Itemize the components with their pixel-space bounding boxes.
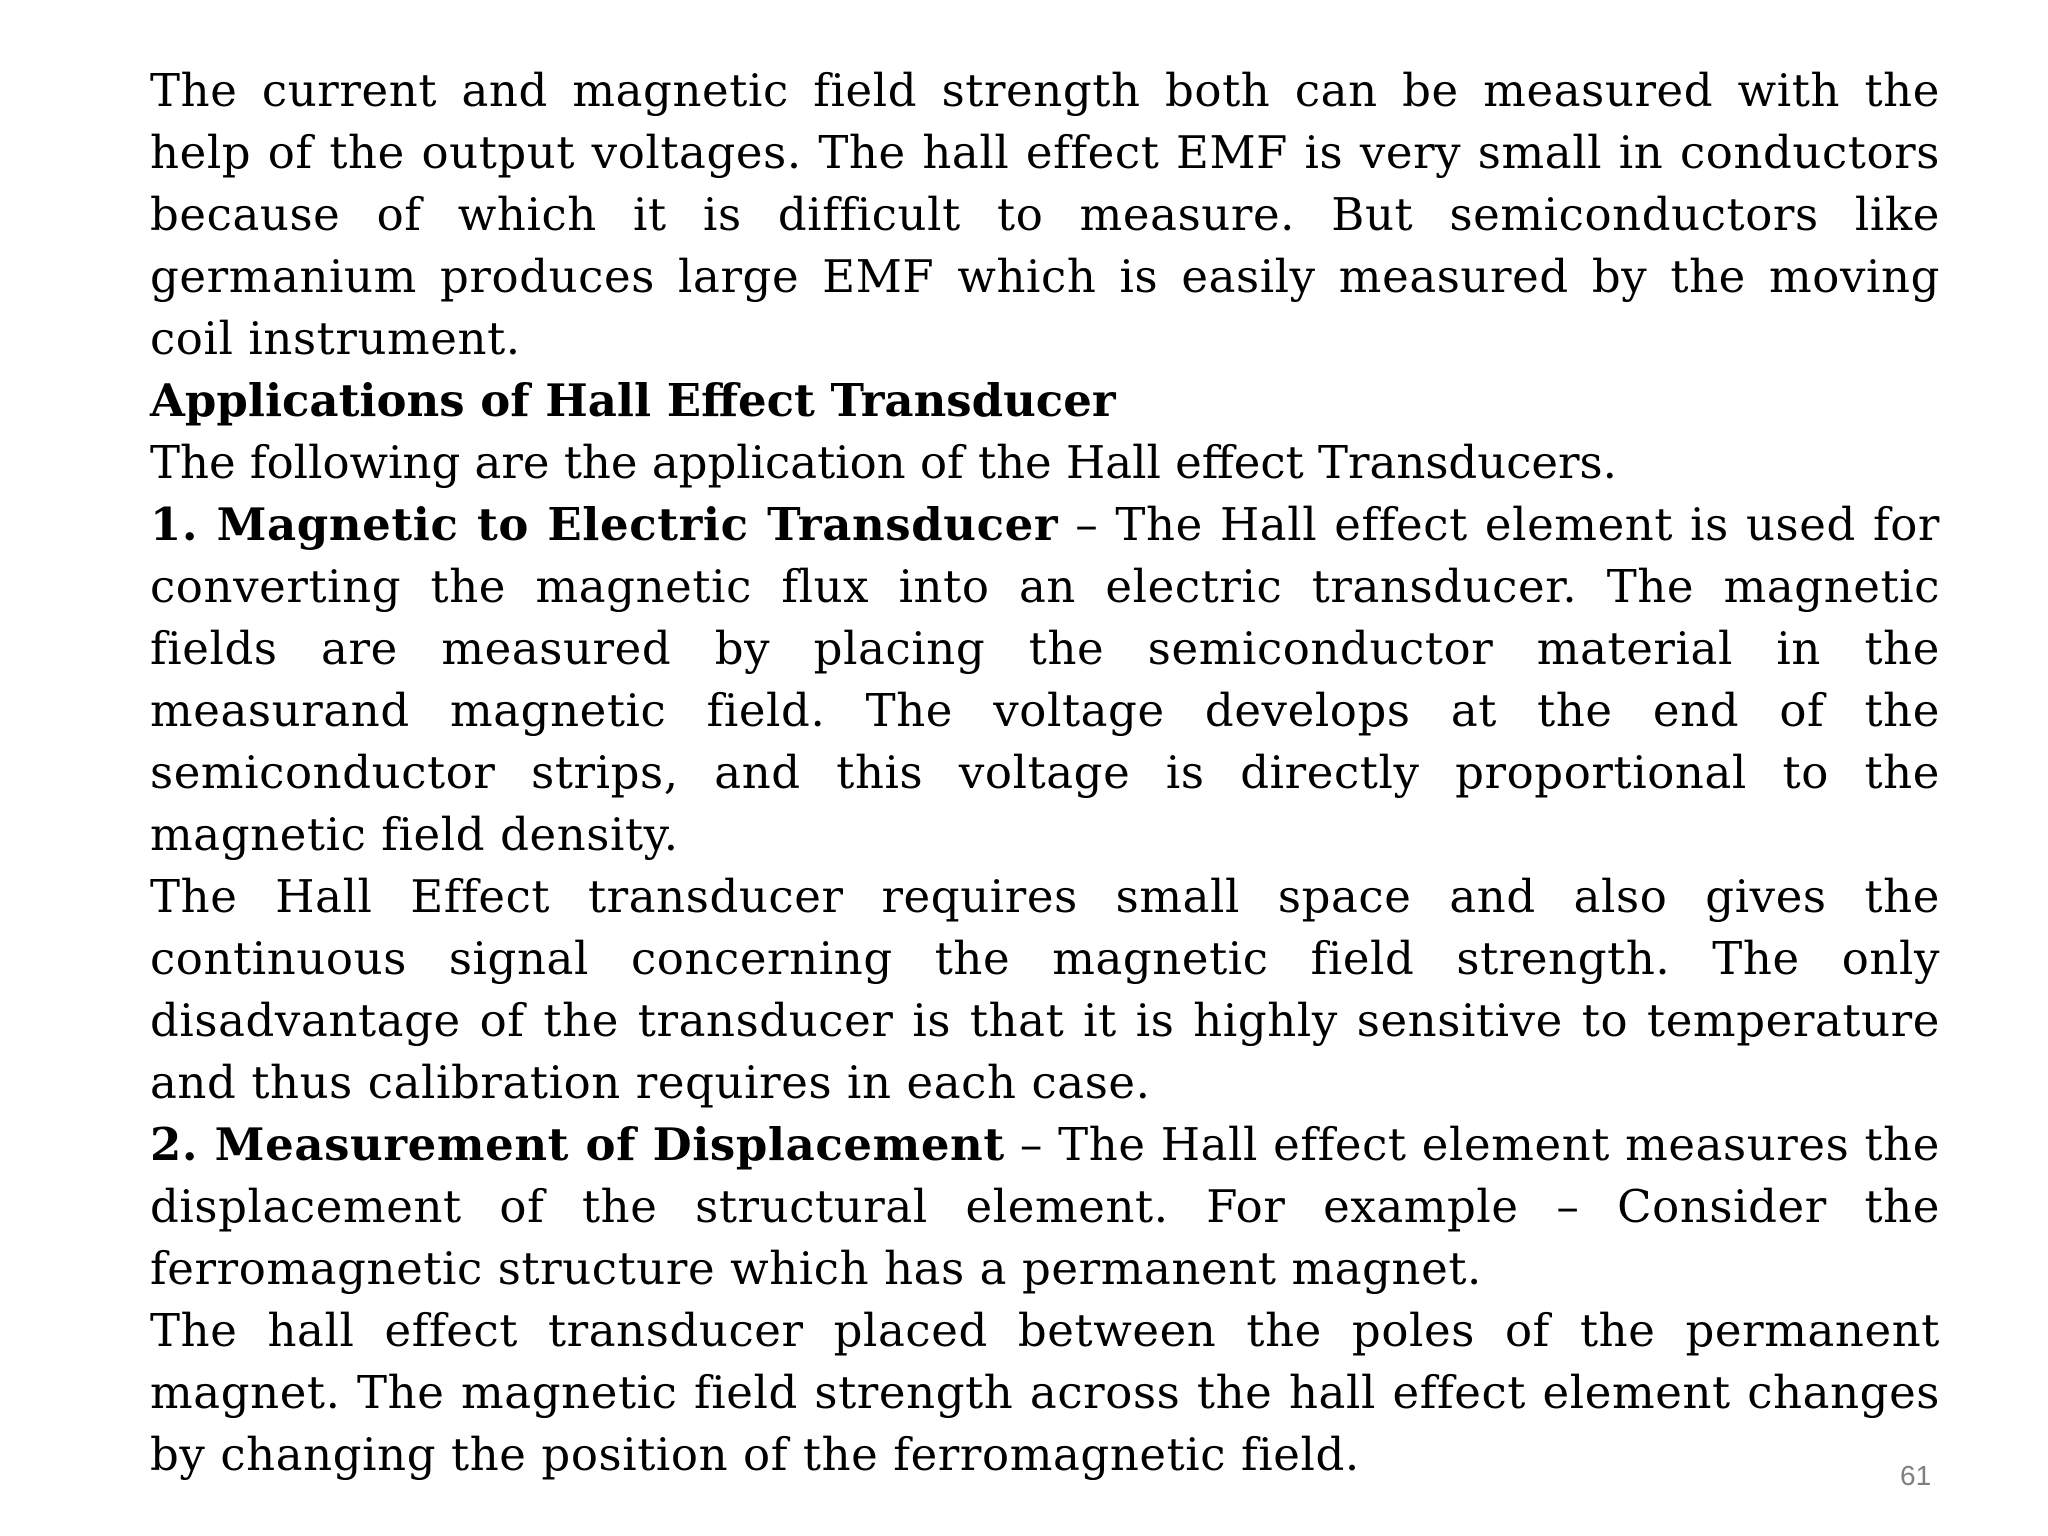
page-number: 61 <box>1900 1460 1932 1491</box>
application-item-1-title: 1. Magnetic to Electric Transducer <box>150 498 1059 551</box>
application-item-1-text: – The Hall effect element is used for converting the magnetic flux into an electric transducer. The magnetic fields are measured by placing the semiconductor material in the measurand magnetic field. The voltage develops at the end of the semiconductor strips, and this voltage is directly proportional to the magnetic field density. <box>150 498 1941 861</box>
slide-body <box>150 60 1940 1486</box>
application-item-1 <box>150 494 1940 866</box>
section-heading: Applications of Hall Effect Transducer <box>150 374 1116 427</box>
application-item-2-extra: The hall effect transducer placed between the poles of the permanent magnet. The magnetic field strength across the hall effect element changes by changing the position of the ferromagnetic field. <box>150 1304 1940 1481</box>
application-item-2-title: 2. Measurement of Displacement <box>150 1118 1005 1171</box>
application-item-2 <box>150 1114 1940 1300</box>
application-item-2-text: – The Hall effect element measures the displacement of the structural element. For example – Consider the ferromagnetic structure which has a permanent magnet. <box>150 1118 1940 1295</box>
application-item-1-extra: The Hall Effect transducer requires small space and also gives the continuous signal concerning the magnetic field strength. The only disadvantage of the transducer is that it is highly sensitive to temperature and thus calibration requires in each case. <box>150 870 1940 1109</box>
lead-paragraph: The following are the application of the Hall effect Transducers. <box>150 436 1617 489</box>
intro-paragraph: The current and magnetic field strength both can be measured with the help of the output voltages. The hall effect EMF is very small in conductors because of which it is difficult to measure. But semiconductors like germanium produces large EMF which is easily measured by the moving coil instrument. <box>150 64 1940 365</box>
